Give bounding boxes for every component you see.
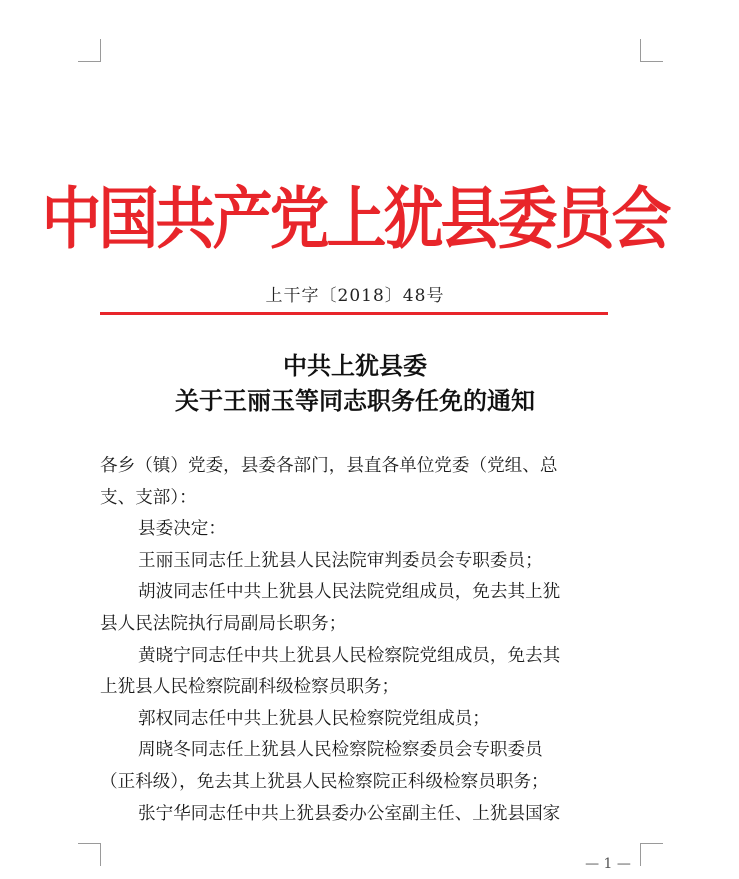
notice-title-line-2: 关于王丽玉等同志职务任免的通知 xyxy=(175,386,535,415)
body-line-appointment-1: 王丽玉同志任上犹县人民法院审判委员会专职委员； xyxy=(138,550,543,571)
crop-mark-top-left xyxy=(78,39,101,62)
body-line-appointment-2: 胡波同志任中共上犹县人民法院党组成员，免去其上犹 xyxy=(138,582,561,603)
body-line-decision: 县委决定： xyxy=(138,519,226,540)
body-line-appointment-4: 郭权同志任中共上犹县人民检察院党组成员； xyxy=(138,708,490,729)
body-line-appointment-3-cont: 上犹县人民检察院副科级检察员职务； xyxy=(100,677,400,698)
body-line-appointment-2-cont: 县人民法院执行局副局长职务； xyxy=(100,613,347,634)
document-header-title: 中国共产党上犹县委员会 xyxy=(41,180,669,259)
body-line-appointment-5-cont: （正科级），免去其上犹县人民检察院正科级检察员职务； xyxy=(100,771,549,792)
crop-mark-bottom-right xyxy=(640,843,663,866)
notice-body xyxy=(100,451,640,830)
body-line-appointment-5: 周晓冬同志任上犹县人民检察院检察委员会专职委员 xyxy=(138,740,543,761)
crop-mark-top-right xyxy=(640,39,663,62)
document-number: 上干字〔2018〕48号 xyxy=(265,286,445,306)
body-line-appointment-6: 张宁华同志任中共上犹县委办公室副主任、上犹县国家 xyxy=(138,803,561,824)
page-number: — 1 — xyxy=(585,856,631,872)
body-line-addressees: 各乡（镇）党委，县委各部门，县直各单位党委（党组、总 xyxy=(100,456,558,476)
notice-title-line-1: 中共上犹县委 xyxy=(283,351,427,380)
body-line-appointment-3: 黄晓宁同志任中共上犹县人民检察院党组成员，免去其 xyxy=(138,645,561,666)
header-red-divider xyxy=(100,312,608,315)
crop-mark-bottom-left xyxy=(78,843,101,866)
body-line-addressees-cont: 支、支部）： xyxy=(100,487,197,508)
